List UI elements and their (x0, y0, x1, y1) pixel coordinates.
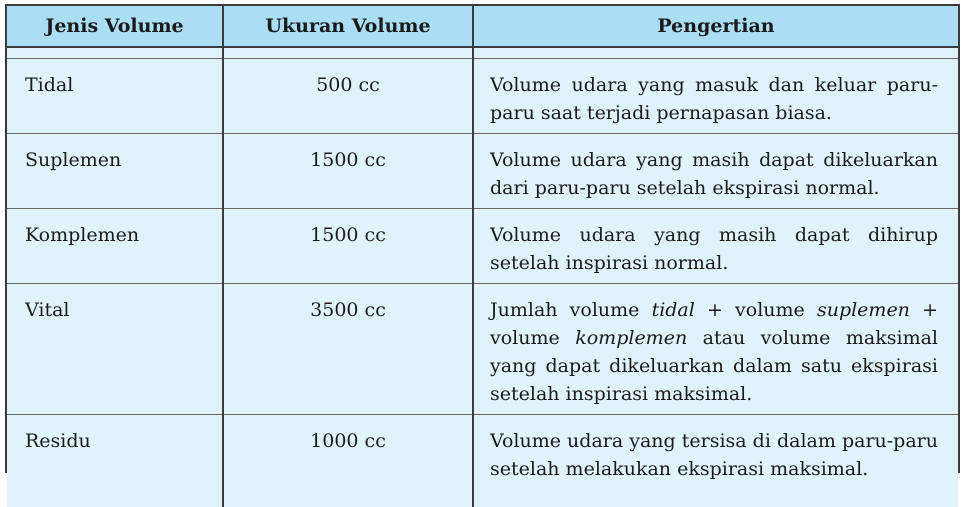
volume-description-cell (473, 209, 958, 284)
lung-volume-table (7, 6, 958, 507)
description-text: Volume udara yang masuk dan keluar paru-paru saat terjadi pernapasan biasa. (490, 74, 938, 124)
volume-size-cell: 3500 cc (223, 284, 473, 415)
volume-description-cell (473, 415, 958, 507)
description-text: + volume (694, 299, 817, 321)
description-text: atau volume maksimal yang dapat dikeluarkan dalam satu ekspirasi setelah inspirasi maksimal. (490, 327, 938, 405)
description-italic-term: komplemen (575, 327, 688, 349)
volume-name-cell: Residu (7, 415, 223, 507)
description-italic-term: tidal (651, 299, 695, 321)
volume-name-cell: Suplemen (7, 134, 223, 209)
table-row (7, 284, 958, 415)
description-text: + volume (490, 299, 938, 349)
description-italic-term: suplemen (816, 299, 910, 321)
description-text: Jumlah volume (490, 299, 652, 321)
volume-size-cell: 500 cc (223, 59, 473, 134)
header-pengertian: Pengertian (473, 6, 958, 47)
volume-description-cell (473, 284, 958, 415)
description-text: Volume udara yang tersisa di dalam paru-paru setelah melakukan ekspirasi maksimal. (490, 430, 938, 480)
header-ukuran-volume: Ukuran Volume (223, 6, 473, 47)
description-text: Volume udara yang masih dapat dihirup setelah inspirasi normal. (490, 224, 938, 274)
volume-description-cell (473, 134, 958, 209)
volume-table-container (5, 4, 960, 480)
table-body (7, 47, 958, 507)
table-row (7, 134, 958, 209)
description-text: Volume udara yang masih dapat dikeluarkan dari paru-paru setelah ekspirasi normal. (490, 149, 938, 199)
volume-name-cell: Komplemen (7, 209, 223, 284)
table-row (7, 415, 958, 507)
volume-size-cell: 1000 cc (223, 415, 473, 507)
volume-size-cell: 1500 cc (223, 134, 473, 209)
header-row (7, 6, 958, 47)
volume-name-cell: Tidal (7, 59, 223, 134)
spacer-row (7, 47, 958, 59)
volume-size-cell: 1500 cc (223, 209, 473, 284)
table-row (7, 209, 958, 284)
volume-description-cell (473, 59, 958, 134)
header-jenis-volume: Jenis Volume (7, 6, 223, 47)
table-row (7, 59, 958, 134)
volume-name-cell: Vital (7, 284, 223, 415)
